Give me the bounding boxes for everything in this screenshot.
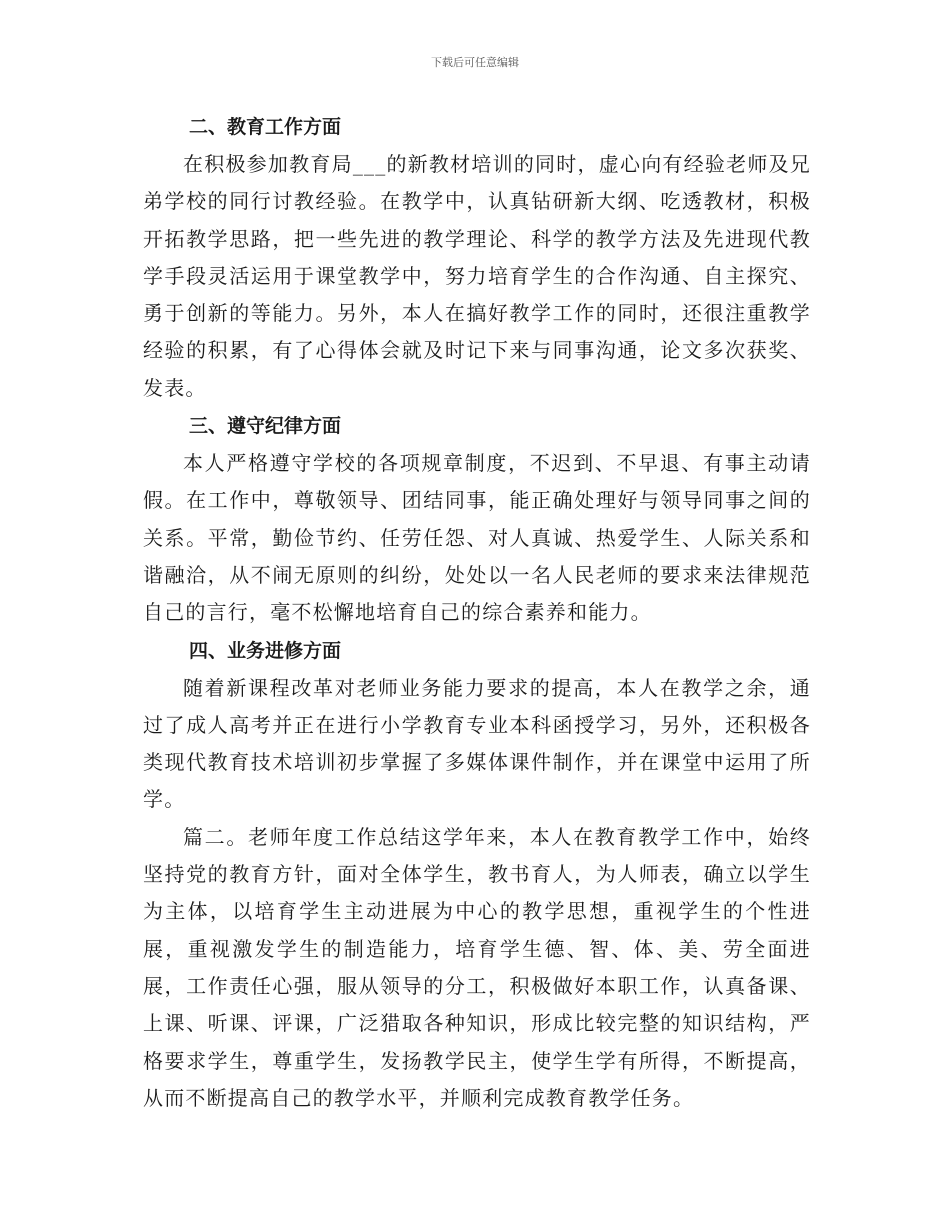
- section-heading-education: 二、教育工作方面: [189, 116, 342, 138]
- section-paragraph-education: 在积极参加教育局___的新教材培训的同时，虚心向有经验老师及兄弟学校的同行讨教经验。在教学中，认真钻研新大纲、吃透教材，积极开拓教学思路，把一些先进的教学理论、科学的教学方法及先进现代教学手段灵活运用于课堂教学中，努力培育学生的合作沟通、自主探究、勇于创新的等能力。另外，本人在搞好教学工作的同时，还很注重教学经验的积累，有了心得体会就及时记下来与同事沟通，论文多次获奖、发表。: [143, 152, 811, 400]
- section-paragraph-discipline: 本人严格遵守学校的各项规章制度，不迟到、不早退、有事主动请假。在工作中，尊敬领导、团结同事，能正确处理好与领导同事之间的关系。平常，勤俭节约、任劳任怨、对人真诚、热爱学生、人际关系和谐融洽，从不闹无原则的纠纷，处处以一名人民老师的要求来法律规范自己的言行，毫不松懈地培育自己的综合素养和能力。: [143, 451, 811, 625]
- section-heading-discipline: 三、遵守纪律方面: [189, 415, 342, 438]
- closing-paragraph: 篇二。老师年度工作总结这学年来，本人在教育教学工作中，始终坚持党的教育方针，面对全体学生，教书育人，为人师表，确立以学生为主体，以培育学生主动进展为中心的教学思想，重视学生的个性进展，重视激发学生的制造能力，培育学生德、智、体、美、劳全面进展，工作责任心强，服从领导的分工，积极做好本职工作，认真备课、上课、听课、评课，广泛猎取各种知识，形成比较完整的知识结构，严格要求学生，尊重学生，发扬教学民主，使学生学有所得，不断提高，从而不断提高自己的教学水平，并顺利完成教育教学任务。: [143, 824, 811, 1110]
- header-note: 下载后可任意编辑: [431, 56, 519, 69]
- document-body: [143, 108, 811, 1117]
- section-heading-professional-study: 四、业务进修方面: [189, 639, 342, 662]
- section-paragraph-professional-study: 随着新课程改革对老师业务能力要求的提高，本人在教学之余，通过了成人高考并正在进行小学教育专业本科函授学习，另外，还积极各类现代教育技术培训初步掌握了多媒体课件制作，并在课堂中运用了所学。: [143, 675, 811, 812]
